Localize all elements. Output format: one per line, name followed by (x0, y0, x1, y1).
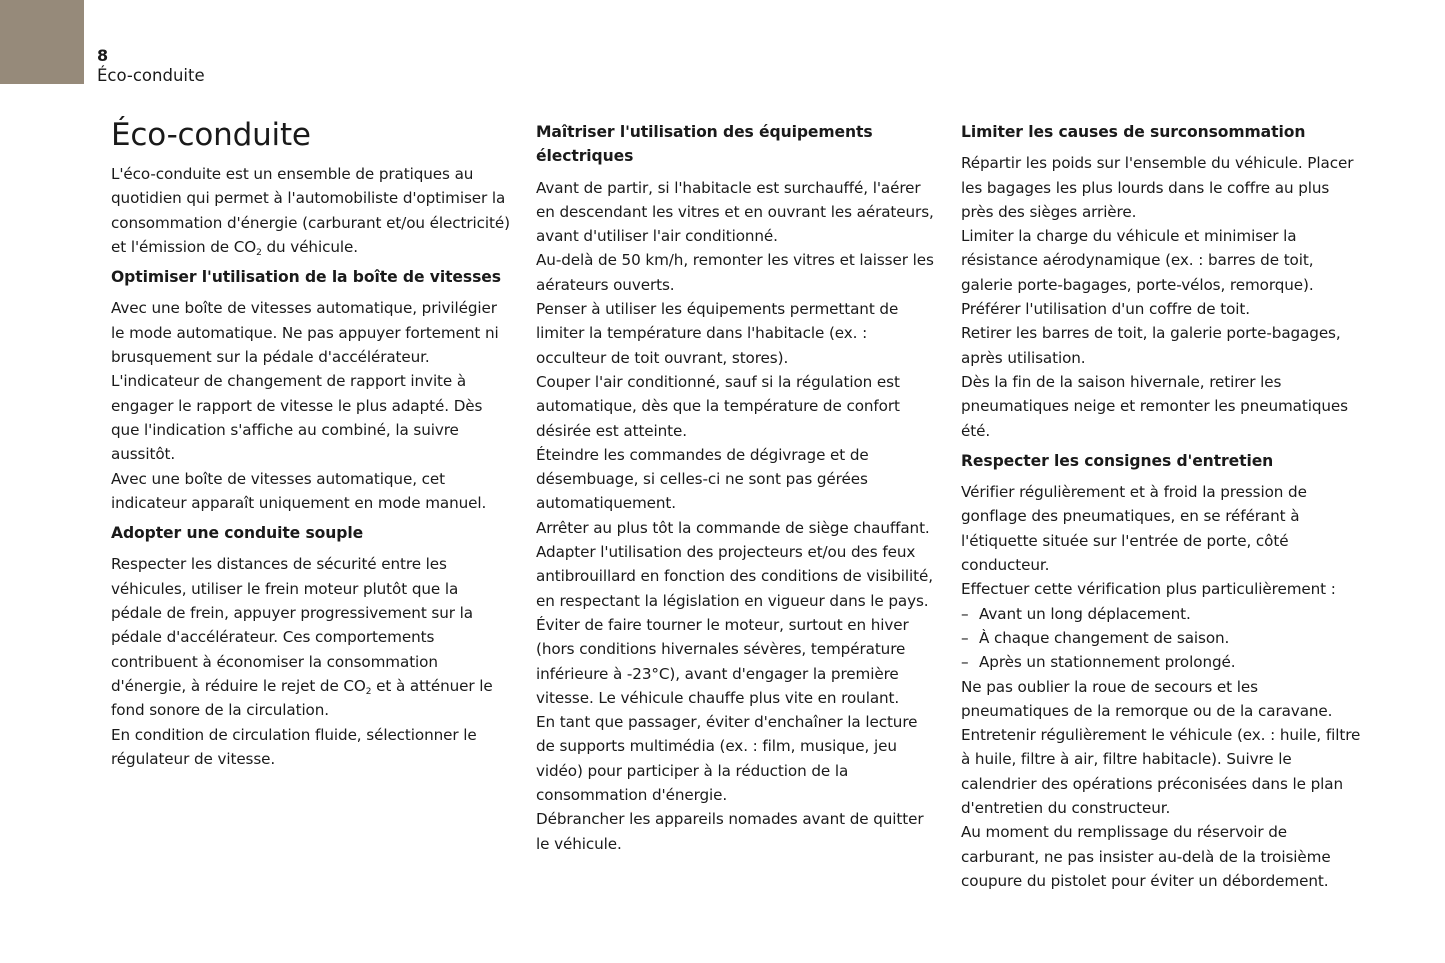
intro-text: L'éco-conduite est un ensemble de pratiques au quotidien qui permet à l'automobiliste d'optimiser la consommation d'énergie (carburant et/ou électricité) et l'émission de CO (111, 165, 510, 256)
electrical-paragraph-3: Penser à utiliser les équipements permettant de limiter la température dans l'habitacle (ex. : occulteur de toit ouvrant, stores). (536, 300, 899, 367)
electrical-paragraph-1: Avant de partir, si l'habitacle est surchauffé, l'aérer en descendant les vitres et en ouvrant les aérateurs, avant d'utiliser l'air conditionné. (536, 178, 934, 246)
electrical-paragraph-4: Couper l'air conditionné, sauf si la régulation est automatique, dès que la température de confort désirée est atteinte. (536, 372, 900, 440)
page-title: Éco-conduite (111, 117, 311, 153)
overconsumption-paragraph-2: Limiter la charge du véhicule et minimiser la résistance aérodynamique (ex. : barres de toit, galerie porte-bagages, porte-vélos, remorque). Préférer l'utilisation d'un coffre de toit. (961, 227, 1314, 319)
maintenance-paragraph-2: Effectuer cette vérification plus particulièrement : (961, 580, 1336, 599)
electrical-paragraph-5: Éteindre les commandes de dégivrage et de désembuage, si celles-ci ne sont pas gérées automatiquement. (536, 445, 869, 513)
smooth-driving-text-end: et à atténuer le fond sonore de la circulation. (111, 676, 493, 720)
heading-electrical-equipment: Maîtriser l'utilisation des équipements électriques (536, 123, 873, 166)
dash-bullet: – (961, 628, 969, 647)
electrical-paragraph-9: En tant que passager, éviter d'enchaîner la lecture de supports multimédia (ex. : film, musique, jeu vidéo) pour participer à la réduction de la consommation d'énergie. (536, 713, 918, 805)
gearbox-paragraph-2: L'indicateur de changement de rapport invite à engager le rapport de vitesse le plus adapté. Dès que l'indication s'affiche au combiné, la suivre aussitôt. (111, 372, 483, 464)
heading-gearbox: Optimiser l'utilisation de la boîte de vitesses (111, 268, 501, 287)
list-item-text: Avant un long déplacement. (979, 604, 1191, 623)
heading-smooth-driving: Adopter une conduite souple (111, 524, 364, 543)
electrical-paragraph-8: Éviter de faire tourner le moteur, surtout en hiver (hors conditions hivernales sévères, température inférieure à -23°C), avant d'engager la première vitesse. Le véhicule chauffe plus vite en roulant. (536, 615, 909, 707)
page-header (97, 48, 205, 85)
page-number: 8 (97, 46, 109, 65)
corner-color-block (0, 0, 84, 84)
intro-text-end: du véhicule. (261, 237, 358, 256)
header-section-title: Éco-conduite (97, 66, 205, 85)
electrical-paragraph-10: Débrancher les appareils nomades avant de quitter le véhicule. (536, 810, 924, 853)
list-item (961, 626, 1361, 650)
electrical-paragraph-7: Adapter l'utilisation des projecteurs et/ou des feux antibrouillard en fonction des conditions de visibilité, en respectant la législation en vigueur dans le pays. (536, 543, 933, 610)
gearbox-paragraph-3: Avec une boîte de vitesses automatique, cet indicateur apparaît uniquement en mode manuel. (111, 469, 487, 512)
dash-bullet: – (961, 653, 969, 672)
maintenance-paragraph-5: Au moment du remplissage du réservoir de carburant, ne pas insister au-delà de la troisième coupure du pistolet pour éviter un débordement. (961, 823, 1331, 890)
list-item (961, 650, 1361, 674)
smooth-driving-paragraph-2: En condition de circulation fluide, sélectionner le régulateur de vitesse. (111, 725, 477, 768)
column-1 (111, 116, 511, 771)
maintenance-paragraph-1: Vérifier régulièrement et à froid la pression de gonflage des pneumatiques, en se référant à l'étiquette située sur l'entrée de porte, côté conducteur. (961, 483, 1307, 575)
dash-bullet: – (961, 604, 969, 623)
intro-paragraph (111, 162, 511, 259)
maintenance-paragraph-4: Entretenir régulièrement le véhicule (ex. : huile, filtre à huile, filtre à air, filtre habitacle). Suivre le calendrier des opérations préconisées dans le plan d'entretien du constructeur. (961, 726, 1361, 818)
gearbox-paragraph-1: Avec une boîte de vitesses automatique, privilégier le mode automatique. Ne pas appuyer fortement ni brusquement sur la pédale d'accélérateur. (111, 299, 499, 367)
column-2 (536, 120, 936, 856)
heading-maintenance: Respecter les consignes d'entretien (961, 451, 1274, 470)
overconsumption-paragraph-4: Dès la fin de la saison hivernale, retirer les pneumatiques neige et remonter les pneumatiques été. (961, 372, 1348, 440)
smooth-driving-paragraph-1 (111, 552, 511, 722)
overconsumption-paragraph-3: Retirer les barres de toit, la galerie porte-bagages, après utilisation. (961, 324, 1341, 367)
list-item-text: Après un stationnement prolongé. (979, 653, 1236, 672)
electrical-paragraph-6: Arrêter au plus tôt la commande de siège chauffant. (536, 518, 930, 537)
maintenance-paragraph-3: Ne pas oublier la roue de secours et les pneumatiques de la remorque ou de la caravane. (961, 677, 1333, 720)
list-item-text: À chaque changement de saison. (979, 628, 1230, 647)
heading-overconsumption: Limiter les causes de surconsommation (961, 123, 1306, 141)
overconsumption-paragraph-1: Répartir les poids sur l'ensemble du véhicule. Placer les bagages les plus lourds dans le coffre au plus près des sièges arrière. (961, 154, 1354, 221)
list-item (961, 602, 1361, 626)
co2-subscript-2: 2 (365, 686, 372, 697)
smooth-driving-text: Respecter les distances de sécurité entre les véhicules, utiliser le frein moteur plutôt que la pédale de frein, appuyer progressivement sur la pédale d'accélérateur. Ces comportements contribuent à économiser la consommation d'énergie, à réduire le rejet de CO (111, 555, 473, 695)
electrical-paragraph-2: Au-delà de 50 km/h, remonter les vitres et laisser les aérateurs ouverts. (536, 251, 934, 294)
co2-subscript: 2 (256, 247, 262, 258)
column-3 (961, 120, 1361, 893)
